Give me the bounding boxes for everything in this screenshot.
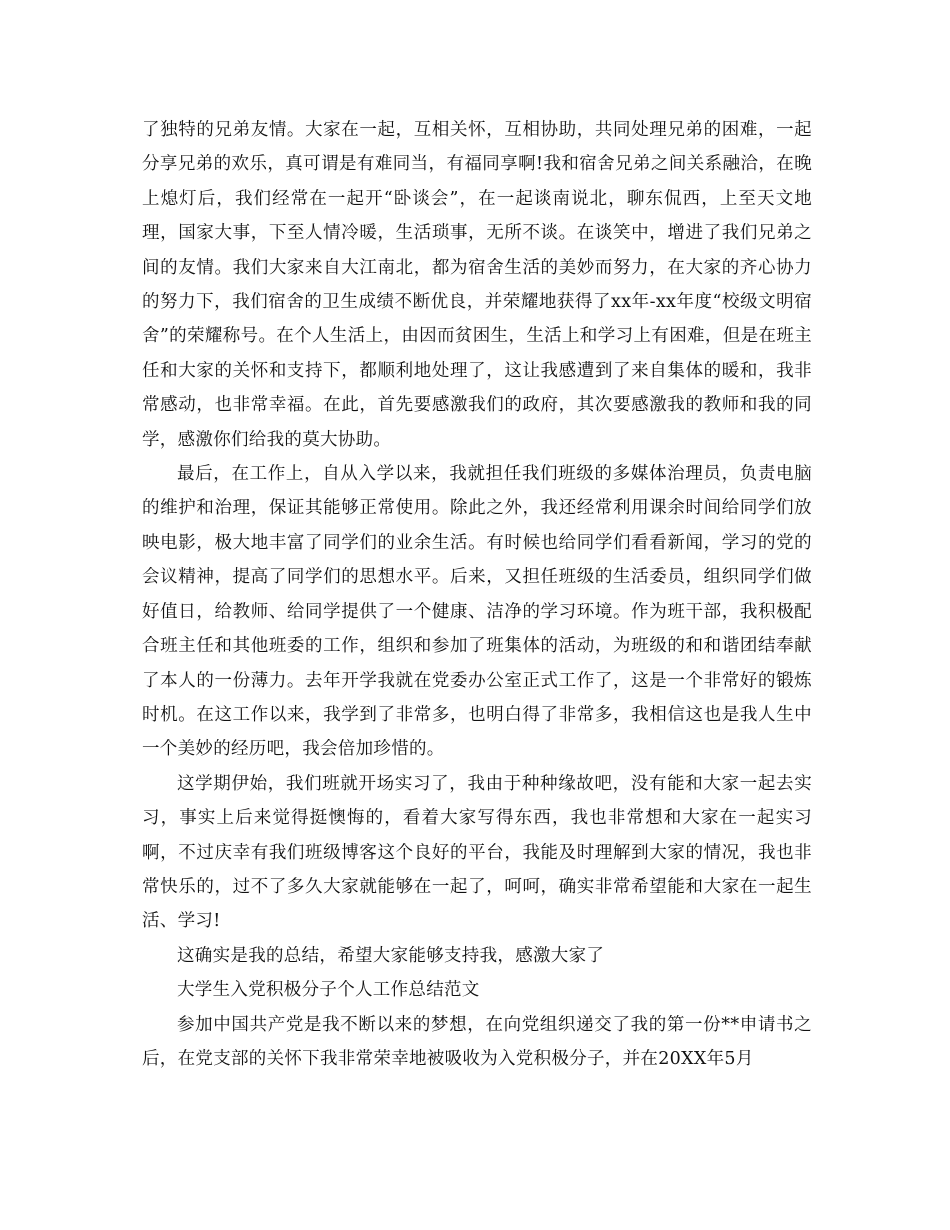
paragraph-work-duties: 最后，在工作上，自从入学以来，我就担任我们班级的多媒体治理员，负责电脑的维护和治理，保证其能够正常使用。除此之外，我还经常利用课余时间给同学们放映电影，极大地丰富了同学们的业余生活。有时候也给同学们看看新闻，学习的党的会议精神，提高了同学们的思想水平。后来，又担任班级的生活委员，组织同学们做好值日，给教师、给同学提供了一个健康、洁净的学习环境。作为班干部，我积极配合班主任和其他班委的工作，组织和参加了班集体的活动，为班级的和和谐团结奉献了本人的一份薄力。去年开学我就在党委办公室正式工作了，这是一个非常好的锻炼时机。在这工作以来，我学到了非常多，也明白得了非常多，我相信这也是我人生中一个美妙的经历吧，我会倍加珍惜的。 [142,464,812,760]
paragraph-internship: 这学期伊始，我们班就开场实习了，我由于种种缘故吧，没有能和大家一起去实习，事实上后来觉得挺懊悔的，看着大家写得东西，我也非常想和大家在一起实习啊，不过庆幸有我们班级博客这个良好的平台，我能及时理解到大家的情况，我也非常快乐的，过不了多久大家就能够在一起了，呵呵，确实非常希望能和大家在一起生活、学习! [142,773,812,932]
section-heading: 大学生入党积极分子个人工作总结范文 [177,980,480,1001]
paragraph-party-application: 参加中国共产党是我不断以来的梦想，在向党组织递交了我的第一份**申请书之后，在党支部的关怀下我非常荣幸地被吸收为入党积极分子，并在20XX年5月 [142,1014,812,1069]
paragraph-dormitory-life: 了独特的兄弟友情。大家在一起，互相关怀，互相协助，共同处理兄弟的困难，一起分享兄弟的欢乐，真可谓是有难同当，有福同享啊!我和宿舍兄弟之间关系融洽，在晚上熄灯后，我们经常在一起开“卧谈会”，在一起谈南说北，聊东侃西，上至天文地理，国家大事，下至人情冷暖，生活琐事，无所不谈。在谈笑中，增进了我们兄弟之间的友情。我们大家来自大江南北，都为宿舍生活的美妙而努力，在大家的齐心协力的努力下，我们宿舍的卫生成绩不断优良，并荣耀地获得了xx年-xx年度“校级文明宿舍”的荣耀称号。在个人生活上，由因而贫困生，生活上和学习上有困难，但是在班主任和大家的关怀和支持下，都顺利地处理了，这让我感遭到了来自集体的暖和，我非常感动，也非常幸福。在此，首先要感激我们的政府，其次要感激我的教师和我的同学，感激你们给我的莫大协助。 [142,120,812,450]
document-body [142,113,812,1076]
paragraph-closing-remark: 这确实是我的总结，希望大家能够支持我，感激大家了 [177,945,605,966]
